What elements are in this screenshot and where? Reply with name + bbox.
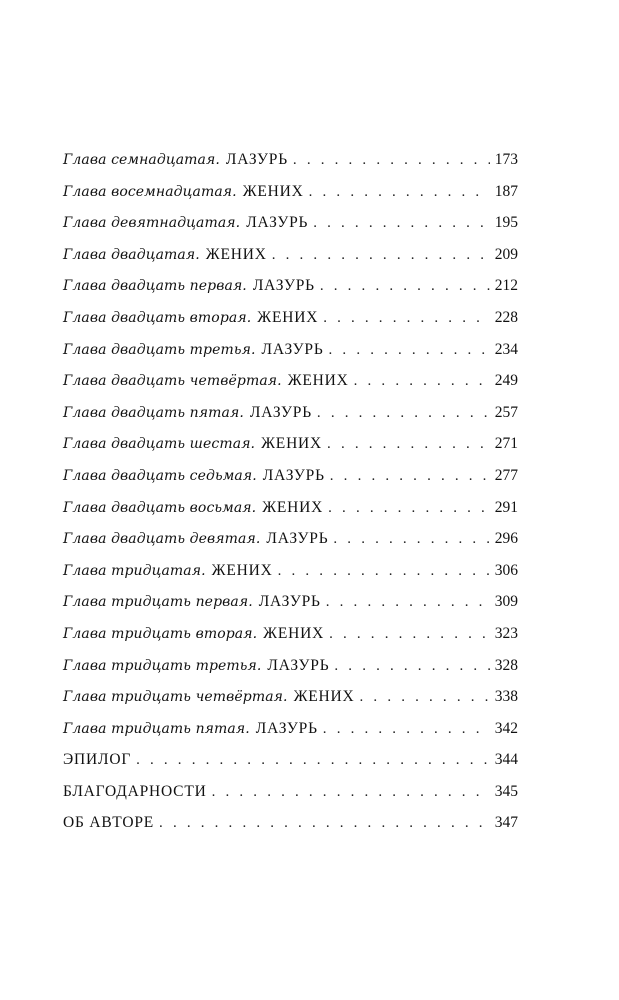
chapter-number: Глава двадцать первая. (63, 278, 247, 295)
page-number: 347 (494, 814, 518, 832)
toc-entry[interactable] (63, 685, 518, 717)
chapter-title: ЖЕНИХ (263, 624, 325, 642)
toc-entry-label (63, 654, 329, 678)
toc-entry-label (63, 243, 267, 267)
page-number: 195 (494, 214, 518, 232)
chapter-number: Глава двадцать шестая. (63, 436, 256, 453)
toc-entry-label (63, 464, 325, 488)
chapter-number: Глава тридцатая. (63, 562, 206, 579)
table-of-contents (63, 148, 518, 843)
dot-leader (313, 211, 490, 235)
chapter-title: ЖЕНИХ (205, 245, 267, 263)
chapter-title: ЖЕНИХ (262, 498, 324, 516)
dot-leader (329, 622, 490, 646)
page-number: 209 (494, 245, 518, 263)
dot-leader (329, 338, 490, 362)
dot-leader (327, 432, 490, 456)
page-number: 271 (494, 435, 518, 453)
toc-entry[interactable] (63, 211, 518, 243)
toc-entry[interactable] (63, 654, 518, 686)
chapter-title: ЛАЗУРЬ (267, 656, 330, 674)
toc-entry-label (63, 401, 312, 425)
section-title: ОБ АВТОРЕ (63, 814, 155, 832)
chapter-number: Глава тридцать четвёртая. (63, 689, 288, 706)
chapter-title: ЖЕНИХ (242, 182, 304, 200)
chapter-title: ЖЕНИХ (211, 561, 273, 579)
dot-leader (360, 685, 490, 709)
dot-leader (320, 274, 490, 298)
chapter-title: ЛАЗУРЬ (255, 719, 318, 737)
toc-entry-label (63, 180, 304, 204)
dot-leader (328, 496, 490, 520)
page-number: 342 (494, 719, 518, 737)
chapter-title: ЛАЗУРЬ (266, 530, 329, 548)
chapter-number: Глава двадцать девятая. (63, 531, 261, 548)
toc-entry-label (63, 590, 321, 614)
dot-leader (293, 148, 490, 172)
chapter-number: Глава тридцать третья. (63, 657, 262, 674)
chapter-number: Глава девятнадцатая. (63, 215, 241, 232)
chapter-title: ЛАЗУРЬ (252, 277, 315, 295)
toc-entry-label (63, 211, 308, 235)
page-number: 212 (494, 277, 518, 295)
page-number: 323 (494, 624, 518, 642)
chapter-number: Глава двадцать третья. (63, 341, 256, 358)
toc-entry[interactable] (63, 464, 518, 496)
chapter-title: ЛАЗУРЬ (261, 340, 324, 358)
toc-entry[interactable] (63, 622, 518, 654)
toc-entry[interactable] (63, 306, 518, 338)
chapter-title: ЛАЗУРЬ (246, 214, 309, 232)
page-number: 296 (494, 530, 518, 548)
toc-entry[interactable] (63, 559, 518, 591)
dot-leader (333, 527, 489, 551)
chapter-number: Глава двадцать восьмая. (63, 499, 257, 516)
dot-leader (309, 180, 490, 204)
toc-entry-label (63, 148, 288, 172)
toc-entry-label (63, 306, 318, 330)
toc-entry[interactable] (63, 590, 518, 622)
page-number: 249 (494, 372, 518, 390)
chapter-title: ЖЕНИХ (257, 308, 319, 326)
page-number: 328 (494, 656, 518, 674)
chapter-title: ЖЕНИХ (287, 372, 349, 390)
dot-leader (272, 243, 490, 267)
dot-leader (159, 811, 490, 835)
dot-leader (278, 559, 490, 583)
chapter-title: ЛАЗУРЬ (249, 403, 312, 421)
dot-leader (323, 717, 490, 741)
dot-leader (212, 780, 490, 804)
chapter-title: ЛАЗУРЬ (225, 151, 288, 168)
dot-leader (317, 401, 490, 425)
dot-leader (326, 590, 490, 614)
page-number: 277 (494, 466, 518, 484)
page-number: 173 (494, 151, 518, 168)
toc-entry[interactable] (63, 180, 518, 212)
dot-leader (354, 369, 490, 393)
toc-entry-label (63, 274, 315, 298)
dot-leader (136, 748, 490, 772)
toc-back-matter-entry[interactable] (63, 748, 518, 780)
page-number: 344 (494, 751, 518, 769)
toc-entry[interactable] (63, 527, 518, 559)
toc-back-matter-entry[interactable] (63, 811, 518, 843)
chapter-number: Глава восемнадцатая. (63, 183, 237, 200)
toc-entry[interactable] (63, 274, 518, 306)
toc-entry[interactable] (63, 717, 518, 749)
chapter-number: Глава двадцать седьмая. (63, 467, 257, 484)
toc-entry-label (63, 559, 273, 583)
chapter-number: Глава тридцать первая. (63, 594, 253, 611)
chapter-number: Глава тридцать вторая. (63, 625, 258, 642)
dot-leader (334, 654, 489, 678)
toc-entry[interactable] (63, 369, 518, 401)
chapter-number: Глава двадцать четвёртая. (63, 373, 282, 390)
page-number: 345 (494, 782, 518, 800)
toc-entry[interactable] (63, 401, 518, 433)
toc-entry-label (63, 685, 355, 709)
toc-entry-label (63, 432, 322, 456)
page-number: 306 (494, 561, 518, 579)
toc-entry[interactable] (63, 432, 518, 464)
page-number: 338 (494, 688, 518, 706)
toc-entry-label (63, 622, 324, 646)
toc-entry-label (63, 717, 318, 741)
chapter-number: Глава двадцатая. (63, 246, 200, 263)
section-title: БЛАГОДАРНОСТИ (63, 782, 207, 800)
page-number: 187 (494, 182, 518, 200)
chapter-number: Глава двадцать вторая. (63, 309, 252, 326)
chapter-title: ЛАЗУРЬ (258, 593, 321, 611)
chapter-number: Глава тридцать пятая. (63, 720, 250, 737)
page-number: 234 (494, 340, 518, 358)
toc-entry-label (63, 338, 324, 362)
toc-entry[interactable] (63, 496, 518, 528)
chapter-title: ЛАЗУРЬ (262, 466, 325, 484)
chapter-title: ЖЕНИХ (261, 435, 323, 453)
toc-entry-label (63, 527, 328, 551)
page-number: 309 (494, 593, 518, 611)
section-title: ЭПИЛОГ (63, 751, 132, 769)
chapter-number: Глава двадцать пятая. (63, 404, 244, 421)
page-number: 291 (494, 498, 518, 516)
page-number: 228 (494, 308, 518, 326)
chapter-number: Глава семнадцатая. (63, 152, 220, 168)
dot-leader (330, 464, 490, 488)
page-number: 257 (494, 403, 518, 421)
toc-entry-label (63, 369, 349, 393)
dot-leader (323, 306, 490, 330)
toc-entry-label (63, 496, 323, 520)
toc-entry[interactable] (63, 338, 518, 370)
toc-entry[interactable] (63, 243, 518, 275)
chapter-title: ЖЕНИХ (293, 688, 355, 706)
toc-back-matter-entry[interactable] (63, 780, 518, 812)
toc-entry[interactable] (63, 148, 518, 180)
